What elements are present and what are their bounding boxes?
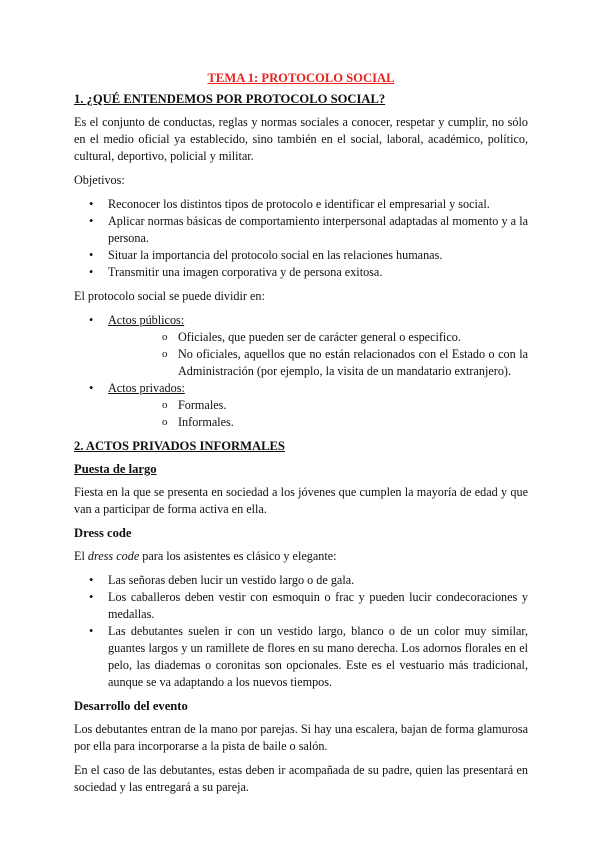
actos-publicos-sublist bbox=[108, 329, 528, 380]
sub-list-item: o Informales. bbox=[108, 414, 528, 431]
list-item: • Las señoras deben lucir un vestido largo o de gala. bbox=[74, 572, 528, 589]
puesta-de-largo-heading: Puesta de largo bbox=[74, 462, 157, 476]
sub-list-item: o Oficiales, que pueden ser de carácter general o especifico. bbox=[108, 329, 528, 346]
dress-intro-pre: El bbox=[74, 549, 88, 563]
dress-code-list bbox=[74, 572, 528, 691]
section-1-intro: Es el conjunto de conductas, reglas y normas sociales a conocer, respetar y cumplir, no sólo en el medio oficial ya establecido, sino también en el social, laboral, académico, político, cultural, deportivo, policial y militar. bbox=[74, 115, 528, 163]
division-list bbox=[74, 312, 528, 431]
sub-list-item: o Formales. bbox=[108, 397, 528, 414]
objetivos-label: Objetivos: bbox=[74, 173, 125, 187]
list-item-actos-publicos bbox=[74, 312, 528, 380]
desarrollo-heading: Desarrollo del evento bbox=[74, 699, 188, 713]
actos-publicos-label: Actos públicos: bbox=[108, 313, 185, 327]
dress-intro-em: dress code bbox=[87, 549, 140, 563]
actos-privados-label: Actos privados: bbox=[108, 381, 185, 395]
desarrollo-paragraph-1: Los debutantes entran de la mano por parejas. Si hay una escalera, bajan de forma glamurosa por ella para incorporarse a la pista de baile o salón. bbox=[74, 722, 528, 753]
division-text: El protocolo social se puede dividir en: bbox=[74, 289, 265, 303]
dress-intro-post: para los asistentes es clásico y elegante: bbox=[139, 549, 337, 563]
section-1-heading: 1. ¿QUÉ ENTENDEMOS POR PROTOCOLO SOCIAL? bbox=[74, 92, 386, 106]
desarrollo-paragraph-2: En el caso de las debutantes, estas deben ir acompañada de su padre, quien las presentará en sociedad y las entregará a su pareja. bbox=[74, 763, 528, 794]
document-page bbox=[74, 70, 528, 803]
list-item: • Situar la importancia del protocolo social en las relaciones humanas. bbox=[74, 247, 528, 264]
section-2-heading: 2. ACTOS PRIVADOS INFORMALES bbox=[74, 439, 285, 453]
list-item: • Reconocer los distintos tipos de protocolo e identificar el empresarial y social. bbox=[74, 196, 528, 213]
objetivos-list bbox=[74, 196, 528, 281]
sub-list-item: o No oficiales, aquellos que no están relacionados con el Estado o con la Administración (por ejemplo, la visita de un mandatario extranjero). bbox=[108, 346, 528, 380]
list-item-actos-privados bbox=[74, 380, 528, 431]
document-title: TEMA 1: PROTOCOLO SOCIAL bbox=[207, 71, 395, 85]
dress-code-intro bbox=[74, 548, 528, 565]
list-item: • Las debutantes suelen ir con un vestido largo, blanco o de un color muy similar, guantes largos y un ramillete de flores en su mano derecha. Los adornos florales en el pelo, las diademas o coronitas son opcionales. Este es el vestuario más tradicional, aunque se va adaptando a los nuevos tiempos. bbox=[74, 623, 528, 691]
puesta-de-largo-text: Fiesta en la que se presenta en sociedad a los jóvenes que cumplen la mayoría de edad y que van a participar de forma activa en ella. bbox=[74, 485, 528, 516]
dress-code-heading: Dress code bbox=[74, 526, 132, 540]
list-item: • Aplicar normas básicas de comportamiento interpersonal adaptadas al momento y a la persona. bbox=[74, 213, 528, 247]
list-item: • Los caballeros deben vestir con esmoquin o frac y pueden lucir condecoraciones y medallas. bbox=[74, 589, 528, 623]
actos-privados-sublist bbox=[108, 397, 528, 431]
list-item: • Transmitir una imagen corporativa y de persona exitosa. bbox=[74, 264, 528, 281]
